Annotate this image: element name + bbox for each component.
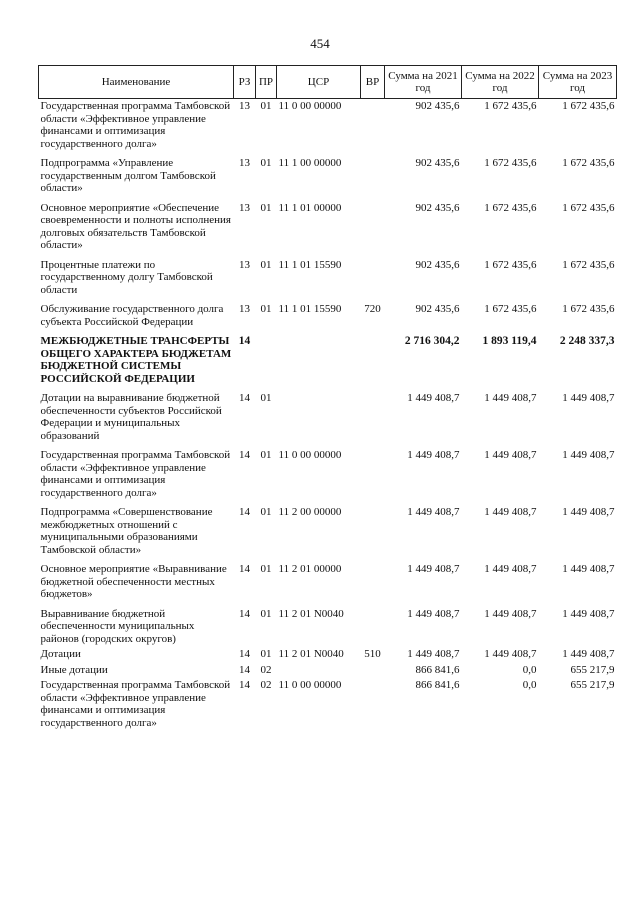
table-row (39, 99, 617, 158)
row-sum-2023: 1 449 408,7 (562, 563, 615, 575)
row-sum-2023: 1 672 435,6 (562, 258, 615, 271)
row-pr: 01 (260, 157, 272, 169)
row-sum-2021: 902 435,6 (415, 303, 460, 315)
row-csr (277, 335, 361, 392)
row-sum-2022: 1 672 435,6 (484, 201, 537, 214)
row-vr (361, 99, 385, 158)
row-sum-2021: 902 435,6 (415, 100, 460, 112)
row-name: Подпрограмма «Управление государственным долгом Тамбовской области» (40, 157, 216, 194)
row-csr: 11 2 01 N0040 (278, 648, 344, 660)
row-sum-2021: 902 435,6 (415, 201, 460, 214)
row-sum-2023: 1 449 408,7 (562, 449, 615, 461)
row-rz: 14 (239, 506, 250, 518)
row-name: МЕЖБЮДЖЕТНЫЕ ТРАНСФЕРТЫ ОБЩЕГО ХАРАКТЕРА БЮДЖЕТАМ БЮДЖЕТНОЙ СИСТЕМЫ РОССИЙСКОЙ ФЕДЕРАЦИИ (40, 335, 232, 385)
row-sum-2021: 1 449 408,7 (407, 392, 460, 404)
row-pr: 01 (260, 392, 272, 404)
row-vr (361, 157, 385, 202)
row-csr: 11 1 00 00000 (278, 157, 342, 169)
row-pr: 01 (260, 449, 272, 461)
table-row (39, 679, 617, 736)
table-row (39, 563, 617, 608)
row-sum-2022: 1 449 408,7 (484, 563, 537, 575)
row-sum-2022: 0,0 (522, 679, 537, 691)
row-sum-2022: 1 672 435,6 (484, 258, 537, 271)
row-csr: 11 1 01 15590 (278, 258, 342, 271)
row-name: Дотации (40, 648, 81, 660)
row-rz: 14 (238, 335, 251, 347)
table-row (39, 506, 617, 563)
row-name: Обслуживание государственного долга субъекта Российской Федерации (40, 303, 224, 328)
row-sum-2023: 1 672 435,6 (562, 201, 615, 214)
table-body (39, 99, 617, 737)
row-vr (361, 664, 385, 680)
row-vr: 510 (364, 648, 381, 660)
row-csr: 11 1 01 00000 (278, 201, 342, 214)
row-rz: 14 (239, 607, 250, 620)
row-name: Государственная программа Тамбовской области «Эффективное управление финансами и оптимизация государственного долга» (40, 100, 231, 150)
row-rz: 14 (239, 648, 250, 660)
row-sum-2022: 0,0 (522, 663, 537, 676)
table-row (39, 303, 617, 335)
row-rz: 13 (239, 100, 250, 112)
table-row (39, 335, 617, 392)
header-pr: ПР (256, 66, 277, 99)
row-sum-2023: 655 217,9 (570, 663, 615, 676)
row-name: Подпрограмма «Совершенствование межбюджетных отношений с муниципальными образованиями Тамбовской области» (40, 506, 213, 556)
budget-table (38, 65, 617, 736)
row-pr: 01 (260, 201, 272, 214)
row-vr (361, 563, 385, 608)
row-csr: 11 0 00 00000 (278, 100, 342, 112)
row-rz: 14 (239, 449, 250, 461)
header-rz: РЗ (234, 66, 256, 99)
table-row (39, 259, 617, 304)
row-sum-2022: 1 449 408,7 (484, 607, 537, 620)
row-vr: 720 (364, 303, 381, 315)
row-pr: 02 (260, 663, 272, 676)
row-sum-2022: 1 672 435,6 (484, 100, 537, 112)
header-sum-2022: Сумма на 2022 год (462, 66, 539, 99)
table-header (39, 66, 617, 99)
row-csr (277, 664, 361, 680)
page-number: 454 (310, 36, 330, 51)
row-pr: 01 (260, 648, 272, 660)
row-sum-2022: 1 449 408,7 (484, 506, 537, 518)
row-sum-2022: 1 672 435,6 (484, 157, 537, 169)
row-pr (256, 335, 277, 392)
row-vr (361, 392, 385, 449)
header-sum-2023: Сумма на 2023 год (539, 66, 617, 99)
row-pr: 02 (260, 679, 272, 691)
row-pr: 01 (260, 303, 272, 315)
header-csr: ЦСР (277, 66, 361, 99)
row-sum-2021: 902 435,6 (415, 258, 460, 271)
row-sum-2022: 1 893 119,4 (482, 335, 537, 347)
row-sum-2023: 1 449 408,7 (562, 392, 615, 404)
row-sum-2023: 1 672 435,6 (562, 157, 615, 169)
row-sum-2022: 1 672 435,6 (484, 303, 537, 315)
row-name: Государственная программа Тамбовской области «Эффективное управление финансами и оптимизация государственного долга» (40, 449, 231, 499)
table-row (39, 648, 617, 664)
row-vr (361, 679, 385, 736)
row-csr: 11 1 01 15590 (278, 303, 342, 315)
row-vr (361, 608, 385, 649)
row-name: Основное мероприятие «Выравнивание бюджетной обеспеченности местных бюджетов» (40, 563, 227, 600)
row-sum-2022: 1 449 408,7 (484, 392, 537, 404)
row-rz: 13 (239, 303, 250, 315)
row-sum-2021: 1 449 408,7 (407, 607, 460, 620)
row-name: Дотации на выравнивание бюджетной обеспеченности субъектов Российской Федерации и муниципальных образований (40, 392, 222, 442)
row-sum-2021: 902 435,6 (415, 157, 460, 169)
row-pr: 01 (260, 607, 272, 620)
row-sum-2022: 1 449 408,7 (484, 648, 537, 660)
row-csr (277, 392, 361, 449)
row-rz: 14 (239, 392, 250, 404)
row-rz: 14 (239, 563, 250, 575)
row-sum-2023: 1 672 435,6 (562, 303, 615, 315)
row-sum-2021: 1 449 408,7 (407, 563, 460, 575)
row-sum-2021: 2 716 304,2 (404, 335, 460, 347)
row-vr (361, 335, 385, 392)
row-sum-2021: 1 449 408,7 (407, 648, 460, 660)
row-sum-2023: 1 449 408,7 (562, 607, 615, 620)
table-row (39, 608, 617, 649)
row-csr: 11 2 00 00000 (278, 506, 342, 518)
row-vr (361, 449, 385, 506)
row-name: Процентные платежи по государственному долгу Тамбовской области (40, 258, 213, 296)
table-row (39, 392, 617, 449)
row-rz: 13 (239, 157, 250, 169)
row-name: Государственная программа Тамбовской области «Эффективное управление финансами и оптимизация государственного долга» (40, 679, 231, 729)
row-name: Выравнивание бюджетной обеспеченности муниципальных районов (городских округов) (40, 607, 195, 645)
row-sum-2023: 2 248 337,3 (559, 335, 615, 347)
row-sum-2023: 655 217,9 (570, 679, 615, 691)
row-rz: 13 (239, 201, 250, 214)
row-rz: 14 (239, 679, 250, 691)
table-row (39, 157, 617, 202)
row-csr: 11 2 01 N0040 (278, 607, 344, 620)
row-sum-2021: 1 449 408,7 (407, 449, 460, 461)
row-name: Иные дотации (40, 663, 108, 676)
row-pr: 01 (260, 506, 272, 518)
row-sum-2022: 1 449 408,7 (484, 449, 537, 461)
row-csr: 11 0 00 00000 (278, 679, 342, 691)
row-name: Основное мероприятие «Обеспечение своевременности и полноты исполнения долговых обязательств Тамбовской области» (40, 201, 231, 251)
table-row (39, 664, 617, 680)
row-sum-2021: 1 449 408,7 (407, 506, 460, 518)
row-pr: 01 (260, 258, 272, 271)
header-vr: ВР (361, 66, 385, 99)
row-sum-2021: 866 841,6 (415, 663, 460, 676)
row-csr: 11 0 00 00000 (278, 449, 342, 461)
header-sum-2021: Сумма на 2021 год (385, 66, 462, 99)
row-csr: 11 2 01 00000 (278, 563, 342, 575)
row-sum-2023: 1 449 408,7 (562, 648, 615, 660)
row-pr: 01 (260, 100, 272, 112)
row-vr (361, 506, 385, 563)
row-sum-2023: 1 672 435,6 (562, 100, 615, 112)
row-rz: 14 (239, 663, 250, 676)
header-name: Наименование (39, 66, 234, 99)
table-row (39, 202, 617, 259)
row-pr: 01 (260, 563, 272, 575)
row-rz: 13 (239, 258, 250, 271)
row-vr (361, 259, 385, 304)
row-sum-2021: 866 841,6 (415, 679, 460, 691)
table-row (39, 449, 617, 506)
row-vr (361, 202, 385, 259)
row-sum-2023: 1 449 408,7 (562, 506, 615, 518)
